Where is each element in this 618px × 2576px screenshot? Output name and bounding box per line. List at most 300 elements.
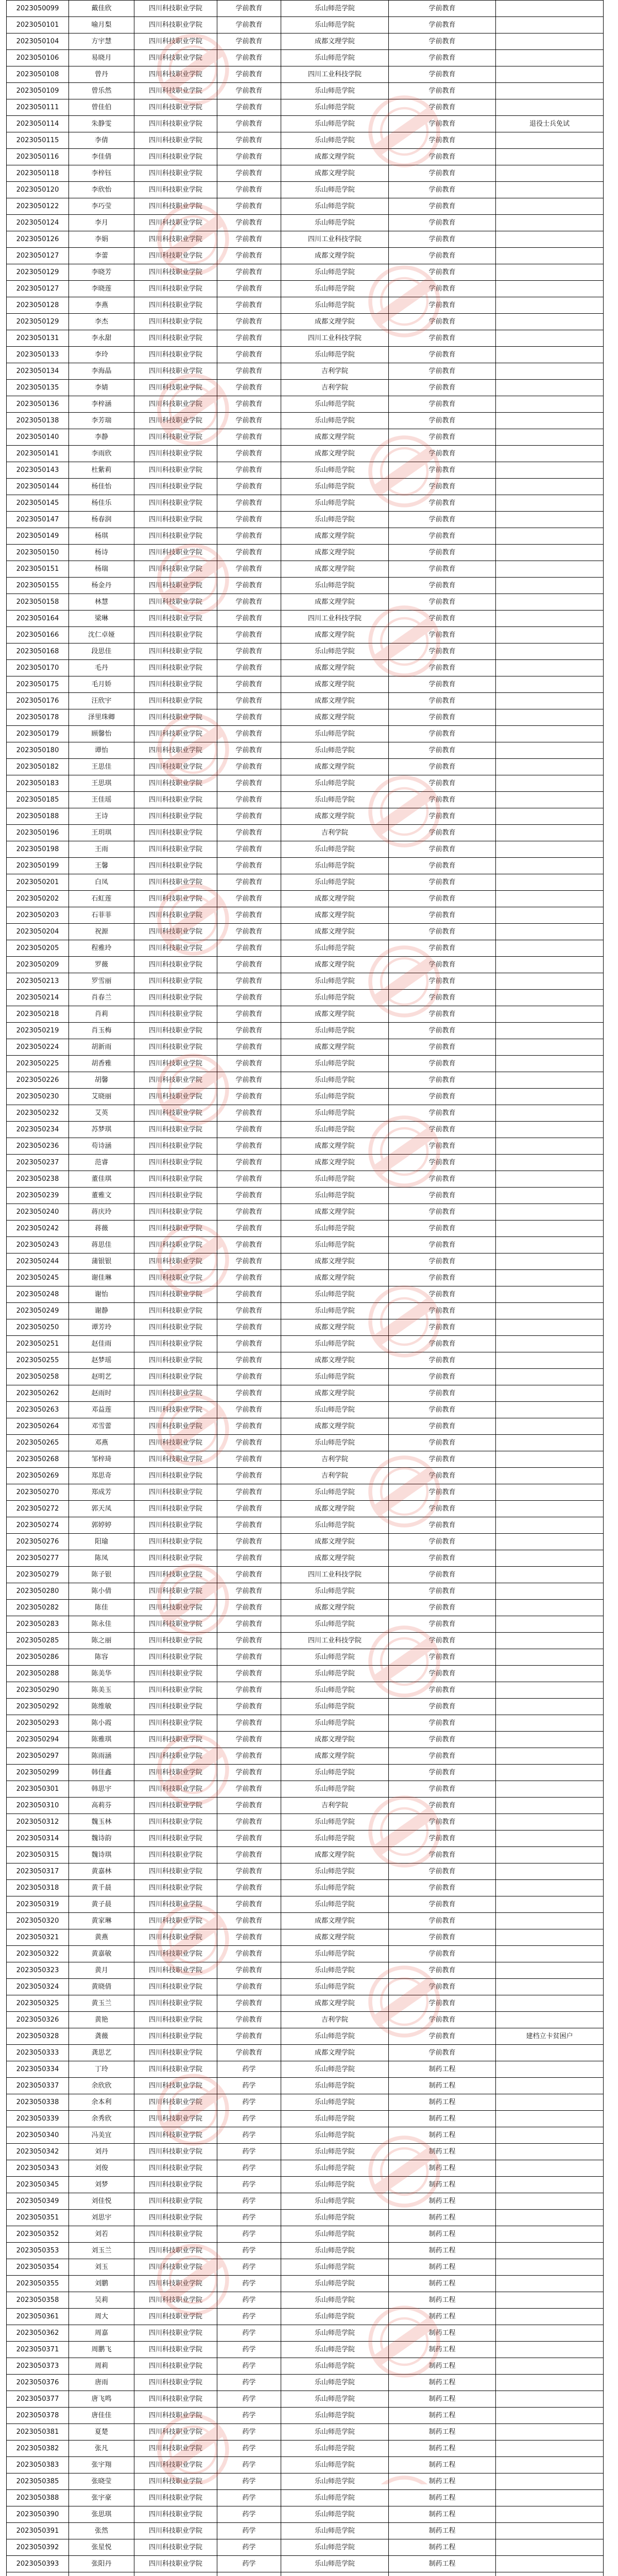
remark-cell <box>496 1798 604 1814</box>
student-name-cell: 艾晓丽 <box>69 1089 134 1105</box>
admit-school-cell: 乐山师范学院 <box>281 1517 389 1534</box>
origin-school-cell: 四川科技职业学院 <box>134 990 217 1006</box>
table-row <box>7 1352 604 1369</box>
admit-major-cell: 学前教育 <box>389 1204 496 1221</box>
admit-major-cell: 制药工程 <box>389 2408 496 2424</box>
student-name-cell: 董佳琪 <box>69 1171 134 1188</box>
admit-major-cell: 学前教育 <box>389 297 496 314</box>
origin-school-cell: 四川科技职业学院 <box>134 2457 217 2473</box>
admit-school-cell: 乐山师范学院 <box>281 990 389 1006</box>
remark-cell <box>496 1979 604 1995</box>
origin-school-cell: 四川科技职业学院 <box>134 2325 217 2342</box>
origin-major-cell: 学前教育 <box>217 50 281 66</box>
origin-major-cell: 学前教育 <box>217 1567 281 1583</box>
admit-school-cell: 乐山师范学院 <box>281 512 389 528</box>
exam-id-cell: 2023050179 <box>7 726 69 742</box>
admit-school-cell: 乐山师范学院 <box>281 1781 389 1798</box>
remark-cell <box>496 396 604 413</box>
admit-school-cell <box>281 2572 389 2576</box>
admit-major-cell: 制药工程 <box>389 2424 496 2441</box>
student-name-cell <box>69 2572 134 2576</box>
admit-major-cell: 学前教育 <box>389 66 496 83</box>
exam-id-cell: 2023050245 <box>7 1270 69 1286</box>
origin-school-cell: 四川科技职业学院 <box>134 182 217 198</box>
origin-school-cell: 四川科技职业学院 <box>134 2441 217 2457</box>
origin-school-cell: 四川科技职业学院 <box>134 1451 217 1468</box>
origin-major-cell: 学前教育 <box>217 545 281 561</box>
admit-major-cell: 学前教育 <box>389 231 496 248</box>
remark-cell <box>496 347 604 363</box>
exam-id-cell: 2023050390 <box>7 2506 69 2523</box>
admit-major-cell: 制药工程 <box>389 2144 496 2160</box>
student-name-cell: 王玥琪 <box>69 825 134 841</box>
student-name-cell: 董雅文 <box>69 1188 134 1204</box>
remark-cell <box>496 1468 604 1484</box>
table-row <box>7 1204 604 1221</box>
remark-cell <box>496 1896 604 1913</box>
admit-major-cell: 学前教育 <box>389 17 496 33</box>
admit-school-cell: 成都文理学院 <box>281 693 389 709</box>
table-row <box>7 775 604 792</box>
table-row <box>7 2325 604 2342</box>
origin-major-cell: 学前教育 <box>217 1699 281 1715</box>
student-name-cell: 陈维敏 <box>69 1699 134 1715</box>
table-row <box>7 759 604 775</box>
remark-cell <box>496 1418 604 1435</box>
student-name-cell: 谭怡 <box>69 742 134 759</box>
admit-school-cell: 乐山师范学院 <box>281 1616 389 1633</box>
admit-major-cell: 学前教育 <box>389 347 496 363</box>
table-row <box>7 380 604 396</box>
table-row <box>7 248 604 264</box>
exam-id-cell: 2023050198 <box>7 841 69 858</box>
admit-school-cell: 成都文理学院 <box>281 924 389 940</box>
admit-major-cell: 学前教育 <box>389 611 496 627</box>
origin-major-cell: 药学 <box>217 2259 281 2276</box>
origin-school-cell: 四川科技职业学院 <box>134 1270 217 1286</box>
remark-cell <box>496 1122 604 1138</box>
origin-school-cell: 四川科技职业学院 <box>134 594 217 611</box>
exam-id-cell: 2023050392 <box>7 2539 69 2556</box>
origin-major-cell: 学前教育 <box>217 1946 281 1962</box>
table-row <box>7 742 604 759</box>
admit-major-cell: 学前教育 <box>389 1155 496 1171</box>
admit-major-cell: 学前教育 <box>389 1023 496 1039</box>
student-name-cell: 苏梦琪 <box>69 1122 134 1138</box>
exam-id-cell: 2023050120 <box>7 182 69 198</box>
student-name-cell: 李燕 <box>69 297 134 314</box>
exam-id-cell: 2023050321 <box>7 1929 69 1946</box>
origin-school-cell: 四川科技职业学院 <box>134 2177 217 2193</box>
student-name-cell: 王佳瑶 <box>69 792 134 808</box>
exam-id-cell: 2023050277 <box>7 1550 69 1567</box>
remark-cell <box>496 2177 604 2193</box>
admit-school-cell: 乐山师范学院 <box>281 1484 389 1501</box>
admit-school-cell: 成都文理学院 <box>281 446 389 462</box>
origin-major-cell: 学前教育 <box>217 775 281 792</box>
exam-id-cell: 2023050099 <box>7 1 69 17</box>
admit-major-cell: 学前教育 <box>389 1847 496 1863</box>
remark-cell <box>496 792 604 808</box>
table-row <box>7 215 604 231</box>
student-name-cell: 肖莉 <box>69 1006 134 1023</box>
origin-school-cell: 四川科技职业学院 <box>134 1567 217 1583</box>
origin-major-cell: 学前教育 <box>217 1814 281 1831</box>
origin-major-cell: 学前教育 <box>217 1798 281 1814</box>
origin-school-cell: 四川科技职业学院 <box>134 1534 217 1550</box>
origin-major-cell: 学前教育 <box>217 1715 281 1732</box>
remark-cell <box>496 1863 604 1880</box>
student-name-cell: 黄玉兰 <box>69 1995 134 2012</box>
origin-school-cell: 四川科技职业学院 <box>134 957 217 973</box>
roster-body <box>7 1 604 2576</box>
origin-school-cell: 四川科技职业学院 <box>134 1831 217 1847</box>
origin-major-cell: 药学 <box>217 2243 281 2259</box>
exam-id-cell: 2023050262 <box>7 1385 69 1402</box>
admit-major-cell: 学前教育 <box>389 676 496 693</box>
remark-cell <box>496 528 604 545</box>
origin-major-cell: 学前教育 <box>217 215 281 231</box>
origin-major-cell: 学前教育 <box>217 1303 281 1319</box>
origin-school-cell: 四川科技职业学院 <box>134 33 217 50</box>
table-row <box>7 2342 604 2358</box>
admit-major-cell: 制药工程 <box>389 2078 496 2094</box>
origin-school-cell: 四川科技职业学院 <box>134 380 217 396</box>
origin-major-cell: 药学 <box>217 2391 281 2408</box>
exam-id-cell: 2023050378 <box>7 2408 69 2424</box>
remark-cell <box>496 940 604 957</box>
table-row <box>7 363 604 380</box>
origin-school-cell: 四川科技职业学院 <box>134 1122 217 1138</box>
origin-school-cell: 四川科技职业学院 <box>134 660 217 676</box>
table-row <box>7 1550 604 1567</box>
student-name-cell: 刘思宇 <box>69 2210 134 2226</box>
exam-id-cell: 2023050145 <box>7 495 69 512</box>
exam-id-cell: 2023050255 <box>7 1352 69 1369</box>
student-name-cell: 李蕾 <box>69 248 134 264</box>
origin-major-cell: 学前教育 <box>217 1418 281 1435</box>
origin-school-cell: 四川科技职业学院 <box>134 2243 217 2259</box>
origin-school-cell: 四川科技职业学院 <box>134 413 217 429</box>
remark-cell <box>496 1962 604 1979</box>
origin-major-cell: 学前教育 <box>217 1863 281 1880</box>
admit-school-cell: 成都文理学院 <box>281 561 389 578</box>
remark-cell <box>496 990 604 1006</box>
remark-cell <box>496 66 604 83</box>
table-row <box>7 1056 604 1072</box>
remark-cell <box>496 2111 604 2127</box>
origin-major-cell: 学前教育 <box>217 149 281 165</box>
exam-id-cell: 2023050244 <box>7 1253 69 1270</box>
table-row <box>7 1435 604 1451</box>
table-row <box>7 957 604 973</box>
origin-school-cell: 四川科技职业学院 <box>134 1188 217 1204</box>
exam-id-cell: 2023050114 <box>7 116 69 132</box>
origin-school-cell: 四川科技职业学院 <box>134 2144 217 2160</box>
origin-school-cell: 四川科技职业学院 <box>134 1517 217 1534</box>
remark-cell <box>496 1270 604 1286</box>
table-row <box>7 2309 604 2325</box>
student-name-cell: 韩思宇 <box>69 1781 134 1798</box>
origin-major-cell: 药学 <box>217 2094 281 2111</box>
table-row <box>7 2391 604 2408</box>
origin-major-cell: 学前教育 <box>217 413 281 429</box>
origin-school-cell: 四川科技职业学院 <box>134 578 217 594</box>
table-row <box>7 281 604 297</box>
remark-cell <box>496 99 604 116</box>
table-row <box>7 314 604 330</box>
student-name-cell: 林慧 <box>69 594 134 611</box>
origin-school-cell: 四川科技职业学院 <box>134 429 217 446</box>
remark-cell <box>496 2325 604 2342</box>
table-row <box>7 83 604 99</box>
exam-id-cell: 2023050234 <box>7 1122 69 1138</box>
student-name-cell: 艾英 <box>69 1105 134 1122</box>
table-row <box>7 858 604 874</box>
admit-school-cell: 乐山师范学院 <box>281 874 389 891</box>
table-row <box>7 1072 604 1089</box>
admit-school-cell: 乐山师范学院 <box>281 2259 389 2276</box>
origin-school-cell: 四川科技职业学院 <box>134 2193 217 2210</box>
origin-school-cell: 四川科技职业学院 <box>134 858 217 874</box>
table-row <box>7 545 604 561</box>
origin-school-cell: 四川科技职业学院 <box>134 1138 217 1155</box>
remark-cell <box>496 2094 604 2111</box>
origin-school-cell: 四川科技职业学院 <box>134 924 217 940</box>
admit-school-cell: 乐山师范学院 <box>281 1171 389 1188</box>
origin-school-cell: 四川科技职业学院 <box>134 2210 217 2226</box>
admit-school-cell: 乐山师范学院 <box>281 1336 389 1352</box>
student-name-cell: 唐飞鸣 <box>69 2391 134 2408</box>
exam-id-cell: 2023050124 <box>7 215 69 231</box>
admit-major-cell: 学前教育 <box>389 1517 496 1534</box>
student-name-cell: 喻月梨 <box>69 17 134 33</box>
admit-major-cell: 学前教育 <box>389 1831 496 1847</box>
admit-major-cell: 学前教育 <box>389 1880 496 1896</box>
student-name-cell: 朱静雯 <box>69 116 134 132</box>
origin-major-cell: 学前教育 <box>217 1122 281 1138</box>
origin-school-cell: 四川科技职业学院 <box>134 2226 217 2243</box>
admit-school-cell: 成都文理学院 <box>281 1600 389 1616</box>
table-row <box>7 413 604 429</box>
student-name-cell: 毛丹 <box>69 660 134 676</box>
remark-cell <box>496 1188 604 1204</box>
table-row <box>7 1385 604 1402</box>
exam-id-cell: 2023050182 <box>7 759 69 775</box>
origin-school-cell: 四川科技职业学院 <box>134 940 217 957</box>
admit-school-cell: 乐山师范学院 <box>281 1023 389 1039</box>
exam-id-cell: 2023050388 <box>7 2490 69 2506</box>
admit-major-cell: 制药工程 <box>389 2358 496 2375</box>
exam-id-cell: 2023050269 <box>7 1468 69 1484</box>
remark-cell <box>496 1402 604 1418</box>
exam-id-cell: 2023050282 <box>7 1600 69 1616</box>
table-row <box>7 2408 604 2424</box>
origin-school-cell: 四川科技职业学院 <box>134 1418 217 1435</box>
origin-major-cell: 学前教育 <box>217 1319 281 1336</box>
student-name-cell: 王思佳 <box>69 759 134 775</box>
exam-id-cell: 2023050393 <box>7 2556 69 2572</box>
origin-major-cell: 学前教育 <box>217 1995 281 2012</box>
table-row <box>7 2292 604 2309</box>
origin-major-cell: 学前教育 <box>217 676 281 693</box>
admit-school-cell: 乐山师范学院 <box>281 2424 389 2441</box>
admit-major-cell: 学前教育 <box>389 1188 496 1204</box>
student-name-cell: 黄家琳 <box>69 1913 134 1929</box>
origin-school-cell: 四川科技职业学院 <box>134 479 217 495</box>
origin-school-cell: 四川科技职业学院 <box>134 512 217 528</box>
remark-cell <box>496 2473 604 2490</box>
origin-school-cell: 四川科技职业学院 <box>134 1484 217 1501</box>
exam-id-cell: 2023050143 <box>7 462 69 479</box>
remark-cell <box>496 775 604 792</box>
remark-cell <box>496 1286 604 1303</box>
admit-school-cell: 乐山师范学院 <box>281 1583 389 1600</box>
origin-major-cell: 药学 <box>217 2473 281 2490</box>
student-name-cell: 韩佳鑫 <box>69 1765 134 1781</box>
origin-school-cell: 四川科技职业学院 <box>134 627 217 643</box>
remark-cell <box>496 1633 604 1649</box>
admit-school-cell: 乐山师范学院 <box>281 2193 389 2210</box>
student-name-cell: 邓益莲 <box>69 1402 134 1418</box>
exam-id-cell: 2023050251 <box>7 1336 69 1352</box>
table-row <box>7 990 604 1006</box>
origin-school-cell: 四川科技职业学院 <box>134 116 217 132</box>
student-name-cell: 黄燕 <box>69 1929 134 1946</box>
exam-id-cell: 2023050224 <box>7 1039 69 1056</box>
remark-cell <box>496 2490 604 2506</box>
table-row <box>7 2127 604 2144</box>
origin-major-cell: 学前教育 <box>217 165 281 182</box>
table-row <box>7 33 604 50</box>
exam-id-cell: 2023050315 <box>7 1847 69 1863</box>
student-name-cell: 段思佳 <box>69 643 134 660</box>
table-row <box>7 2490 604 2506</box>
admit-major-cell: 学前教育 <box>389 1814 496 1831</box>
student-name-cell: 李玲 <box>69 347 134 363</box>
exam-id-cell: 2023050312 <box>7 1814 69 1831</box>
admit-major-cell: 制药工程 <box>389 2473 496 2490</box>
remark-cell <box>496 2408 604 2424</box>
table-row <box>7 2210 604 2226</box>
origin-school-cell: 四川科技职业学院 <box>134 446 217 462</box>
origin-school-cell: 四川科技职业学院 <box>134 314 217 330</box>
remark-cell <box>496 1501 604 1517</box>
table-row <box>7 1765 604 1781</box>
admit-major-cell: 学前教育 <box>389 1319 496 1336</box>
origin-major-cell: 学前教育 <box>217 2045 281 2061</box>
exam-id-cell: 2023050111 <box>7 99 69 116</box>
table-row <box>7 165 604 182</box>
origin-school-cell: 四川科技职业学院 <box>134 2111 217 2127</box>
origin-major-cell: 药学 <box>217 2490 281 2506</box>
origin-school-cell: 四川科技职业学院 <box>134 907 217 924</box>
origin-major-cell: 学前教育 <box>217 858 281 874</box>
exam-id-cell: 2023050225 <box>7 1056 69 1072</box>
exam-id-cell: 2023050201 <box>7 874 69 891</box>
admit-school-cell: 乐山师范学院 <box>281 1089 389 1105</box>
origin-major-cell: 药学 <box>217 2111 281 2127</box>
table-row <box>7 874 604 891</box>
admit-school-cell: 乐山师范学院 <box>281 1237 389 1253</box>
table-row <box>7 2160 604 2177</box>
origin-major-cell: 学前教育 <box>217 17 281 33</box>
admit-school-cell: 成都文理学院 <box>281 1550 389 1567</box>
exam-id-cell: 2023050319 <box>7 1896 69 1913</box>
student-name-cell: 李倩 <box>69 132 134 149</box>
origin-major-cell: 学前教育 <box>217 1913 281 1929</box>
origin-school-cell: 四川科技职业学院 <box>134 1732 217 1748</box>
remark-cell <box>496 2375 604 2391</box>
origin-major-cell: 学前教育 <box>217 1023 281 1039</box>
admit-school-cell: 乐山师范学院 <box>281 2441 389 2457</box>
origin-school-cell: 四川科技职业学院 <box>134 643 217 660</box>
origin-major-cell: 药学 <box>217 2539 281 2556</box>
remark-cell <box>496 1237 604 1253</box>
exam-id-cell: 2023050323 <box>7 1962 69 1979</box>
origin-school-cell: 四川科技职业学院 <box>134 2045 217 2061</box>
table-row <box>7 808 604 825</box>
table-row <box>7 50 604 66</box>
remark-cell <box>496 1105 604 1122</box>
remark-cell <box>496 825 604 841</box>
origin-major-cell: 学前教育 <box>217 512 281 528</box>
student-name-cell: 李海晶 <box>69 363 134 380</box>
admit-school-cell: 成都文理学院 <box>281 759 389 775</box>
table-row <box>7 1221 604 1237</box>
origin-major-cell: 学前教育 <box>217 907 281 924</box>
origin-school-cell <box>134 2572 217 2576</box>
origin-major-cell: 学前教育 <box>217 693 281 709</box>
exam-id-cell: 2023050218 <box>7 1006 69 1023</box>
admit-major-cell: 学前教育 <box>389 1270 496 1286</box>
origin-major-cell: 药学 <box>217 2177 281 2193</box>
exam-id-cell: 2023050118 <box>7 165 69 182</box>
remark-cell <box>496 2342 604 2358</box>
admit-major-cell: 学前教育 <box>389 891 496 907</box>
admit-school-cell: 成都文理学院 <box>281 149 389 165</box>
admission-roster-table <box>6 0 604 2576</box>
student-name-cell: 李梓涵 <box>69 396 134 413</box>
exam-id-cell: 2023050219 <box>7 1023 69 1039</box>
admit-major-cell: 学前教育 <box>389 808 496 825</box>
remark-cell <box>496 1567 604 1583</box>
admit-school-cell: 乐山师范学院 <box>281 495 389 512</box>
admit-major-cell: 制药工程 <box>389 2193 496 2210</box>
admit-school-cell: 成都文理学院 <box>281 528 389 545</box>
admit-major-cell: 制药工程 <box>389 2160 496 2177</box>
remark-cell <box>496 1171 604 1188</box>
student-name-cell: 陈之丽 <box>69 1633 134 1649</box>
table-row <box>7 1303 604 1319</box>
table-row <box>7 1979 604 1995</box>
admit-school-cell: 成都文理学院 <box>281 1319 389 1336</box>
exam-id-cell: 2023050285 <box>7 1633 69 1649</box>
origin-school-cell: 四川科技职业学院 <box>134 248 217 264</box>
admit-major-cell: 学前教育 <box>389 709 496 726</box>
table-row <box>7 940 604 957</box>
origin-major-cell: 学前教育 <box>217 726 281 742</box>
remark-cell <box>496 693 604 709</box>
exam-id-cell: 2023050288 <box>7 1666 69 1682</box>
admit-school-cell: 乐山师范学院 <box>281 2243 389 2259</box>
table-row <box>7 1682 604 1699</box>
student-name-cell: 张阳丹 <box>69 2556 134 2572</box>
exam-id-cell: 2023050328 <box>7 2028 69 2045</box>
origin-major-cell: 学前教育 <box>217 1616 281 1633</box>
student-name-cell: 沈仁卓娅 <box>69 627 134 643</box>
origin-school-cell: 四川科技职业学院 <box>134 281 217 297</box>
